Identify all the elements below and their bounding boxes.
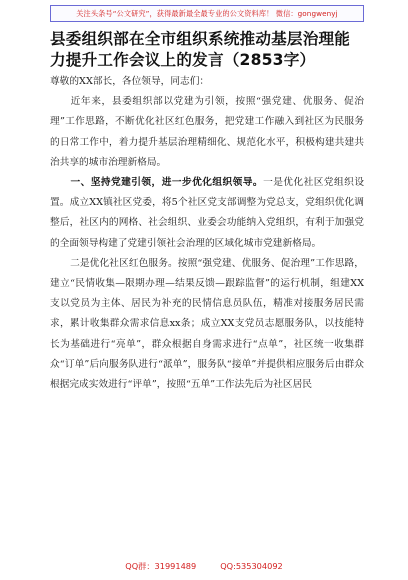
- section-one-text: 一是优化社区党组织设置。成立XX镇社区党委，将5个社区党支部调整为党总支，党组织优化调整后，社区内的网格、社会组织、业委会功能纳入党组织，有利于加强党的全面领导构建了党建引领社会治理的区域化城市党建新格局。: [50, 177, 365, 249]
- promo-banner-text: 关注头条号“公文研究”，获得最新最全最专业的公文资料库！ 微信：gongwenyj: [76, 8, 338, 18]
- promo-banner: [50, 5, 364, 22]
- document-title: 县委组织部在全市组织系统推动基层治理能力提升工作会议上的发言（2853字）: [50, 30, 351, 69]
- page-footer: [0, 561, 408, 572]
- paragraph-section-one: [50, 173, 364, 254]
- paragraph-intro-text: 近年来，县委组织部以党建为引领，按照“强党建、优服务、促治理”工作思路，不断优化社区红色服务，把党建工作融入到社区为民服务的日常工作中，着力提升基层治理精细化、规范化水平，积极构建共建共治共享的城市治理新格局。: [50, 96, 364, 168]
- paragraph-intro: [50, 92, 364, 173]
- document-body: [50, 29, 364, 395]
- salutation: 尊敬的XX部长，各位领导，同志们：: [50, 76, 210, 87]
- paragraph-red-service: [50, 254, 364, 395]
- section-one-heading: 一、坚持党建引领，进一步优化组织领导。: [70, 177, 264, 189]
- footer-qq-group: QQ群：31991489: [125, 561, 197, 571]
- footer-qq-number: QQ:535304092: [220, 561, 283, 571]
- paragraph-red-service-text: 二是优化社区红色服务。按照“强党建、优服务、促治理”工作思路，建立“民情收集—限期办理—结果反馈—跟踪监督”的运行机制，组建XX支以党员为主体、居民为补充的民情信息员队伍，精准对接服务居民需求，累计收集群众需求信息xx条；成立XX支党员志愿服务队，以技能特长为基础进行“亮单”，群众根据自身需求进行“点单”，社区统一收集群众“订单”后向服务队进行“派单”，服务队“接单”并提供相应服务后由群众根据完成实效进行“评单”，按照“五单”工作法先后为社区居民: [50, 257, 364, 391]
